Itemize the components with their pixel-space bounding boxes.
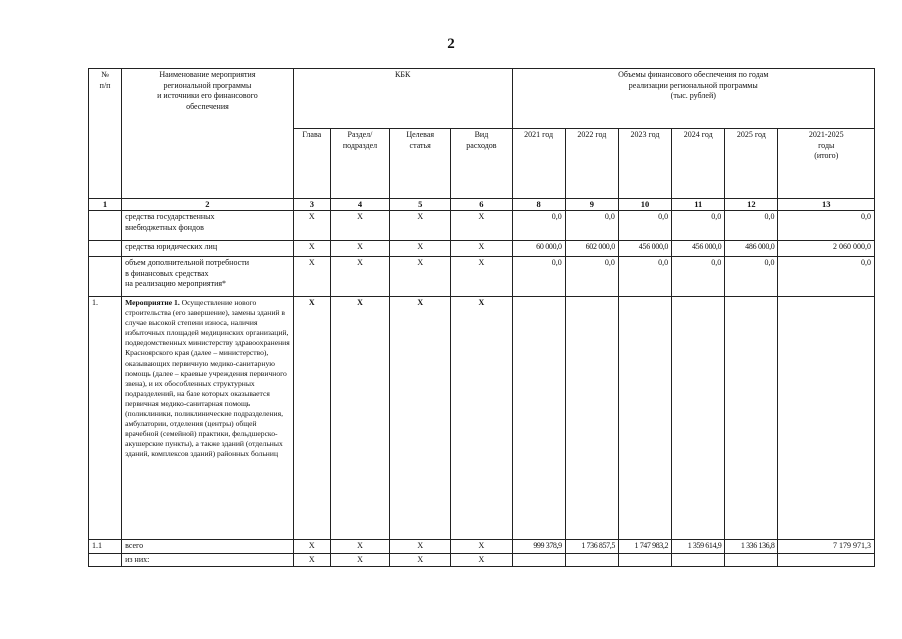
header-row-1 — [89, 69, 875, 129]
header-razdel: Раздел/ подраздел — [330, 129, 389, 199]
row-glava: Х — [293, 211, 330, 241]
row-num — [89, 211, 122, 241]
header-kbk: КБК — [293, 69, 512, 129]
table-row — [89, 241, 875, 257]
row-2021: 999 378,9 — [512, 540, 565, 554]
measure-2024 — [672, 297, 725, 540]
row-2021: 60 000,0 — [512, 241, 565, 257]
row-name: средства государственных внебюджетных фондов — [122, 211, 294, 241]
column-number-row — [89, 199, 875, 211]
measure-total — [778, 297, 875, 540]
measure-celevaya: Х — [390, 297, 451, 540]
row-total: 0,0 — [778, 257, 875, 297]
measure-title: Мероприятие 1. — [125, 298, 180, 307]
column-number: 2 — [122, 199, 294, 211]
row-vid: Х — [451, 553, 512, 567]
funding-table — [88, 68, 875, 567]
header-num: № п/п — [89, 69, 122, 199]
row-celevaya: Х — [390, 241, 451, 257]
column-number: 12 — [725, 199, 778, 211]
column-number: 6 — [451, 199, 512, 211]
row-celevaya: Х — [390, 553, 451, 567]
measure-text: Осуществление нового строительства (его завершение), замены зданий в случае высокой степени износа, наличия избыточных площадей медицинских организаций, подведомственных министерству здравоохранения Красноярского края (далее – министерство), оказывающих первичную медико-санитарную помощь (далее – краевые учреждения первичного звена), и их обособленных структурных подразделений, на базе которых оказывается первичная медико-санитарная помощь (поликлиники, поликлинические подразделения, амбулатории, отделения (центры) общей врачебной (семейной) практики, фельдшерско-акушерские пункты), а также зданий (отдельных зданий, комплексов зданий) районных больниц — [125, 298, 290, 459]
row-total: 0,0 — [778, 211, 875, 241]
row-name: всего — [122, 540, 294, 554]
row-vid: Х — [451, 241, 512, 257]
measure-2025 — [725, 297, 778, 540]
row-razdel: Х — [330, 211, 389, 241]
measure-num: 1. — [89, 297, 122, 540]
header-funding: Объемы финансового обеспечения по годам реализации региональной программы (тыс. рублей) — [512, 69, 874, 129]
row-name: из них: — [122, 553, 294, 567]
row-name: средства юридических лиц — [122, 241, 294, 257]
row-razdel: Х — [330, 257, 389, 297]
row-2025: 0,0 — [725, 211, 778, 241]
column-number: 3 — [293, 199, 330, 211]
header-2021: 2021 год — [512, 129, 565, 199]
row-2024: 0,0 — [672, 257, 725, 297]
row-total — [778, 553, 875, 567]
row-2025: 486 000,0 — [725, 241, 778, 257]
row-num: 1.1 — [89, 540, 122, 554]
column-number: 9 — [565, 199, 618, 211]
page-number: 2 — [447, 36, 455, 52]
row-razdel: Х — [330, 540, 389, 554]
table-row — [89, 257, 875, 297]
header-2023: 2023 год — [618, 129, 671, 199]
row-razdel: Х — [330, 553, 389, 567]
header-vid: Вид расходов — [451, 129, 512, 199]
measure-vid: Х — [451, 297, 512, 540]
row-vid: Х — [451, 257, 512, 297]
of-which-row — [89, 553, 875, 567]
measure-description — [122, 297, 294, 540]
row-2024: 1 359 614,9 — [672, 540, 725, 554]
row-name: объем дополнительной потребности в финансовых средствах на реализацию мероприятия* — [122, 257, 294, 297]
total-row — [89, 540, 875, 554]
column-number: 8 — [512, 199, 565, 211]
row-num — [89, 553, 122, 567]
row-celevaya: Х — [390, 540, 451, 554]
column-number: 1 — [89, 199, 122, 211]
row-num — [89, 241, 122, 257]
measure-razdel: Х — [330, 297, 389, 540]
row-2022: 0,0 — [565, 211, 618, 241]
row-razdel: Х — [330, 241, 389, 257]
table-row — [89, 211, 875, 241]
row-num — [89, 257, 122, 297]
row-2022: 1 736 857,5 — [565, 540, 618, 554]
header-glava: Глава — [293, 129, 330, 199]
row-2021 — [512, 553, 565, 567]
row-vid: Х — [451, 211, 512, 241]
row-2024: 456 000,0 — [672, 241, 725, 257]
measure-glava: Х — [293, 297, 330, 540]
row-2025 — [725, 553, 778, 567]
row-vid: Х — [451, 540, 512, 554]
row-2024: 0,0 — [672, 211, 725, 241]
column-number: 5 — [390, 199, 451, 211]
row-2024 — [672, 553, 725, 567]
row-2023: 0,0 — [618, 257, 671, 297]
measure-row — [89, 297, 875, 540]
measure-2023 — [618, 297, 671, 540]
row-celevaya: Х — [390, 257, 451, 297]
row-glava: Х — [293, 257, 330, 297]
row-total: 7 179 971,3 — [778, 540, 875, 554]
row-2021: 0,0 — [512, 257, 565, 297]
row-2023: 1 747 983,2 — [618, 540, 671, 554]
header-total: 2021-2025 годы (итого) — [778, 129, 875, 199]
column-number: 11 — [672, 199, 725, 211]
row-glava: Х — [293, 540, 330, 554]
row-2023: 456 000,0 — [618, 241, 671, 257]
row-celevaya: Х — [390, 211, 451, 241]
column-number: 10 — [618, 199, 671, 211]
row-2025: 1 336 136,8 — [725, 540, 778, 554]
row-2023: 0,0 — [618, 211, 671, 241]
column-number: 4 — [330, 199, 389, 211]
header-celevaya: Целевая статья — [390, 129, 451, 199]
row-2025: 0,0 — [725, 257, 778, 297]
column-number: 13 — [778, 199, 875, 211]
row-2021: 0,0 — [512, 211, 565, 241]
header-2024: 2024 год — [672, 129, 725, 199]
header-name: Наименование мероприятия региональной программы и источники его финансового обеспечения — [122, 69, 294, 199]
row-glava: Х — [293, 241, 330, 257]
row-2023 — [618, 553, 671, 567]
row-total: 2 060 000,0 — [778, 241, 875, 257]
row-glava: Х — [293, 553, 330, 567]
row-2022: 0,0 — [565, 257, 618, 297]
measure-2022 — [565, 297, 618, 540]
row-2022: 602 000,0 — [565, 241, 618, 257]
header-2022: 2022 год — [565, 129, 618, 199]
measure-2021 — [512, 297, 565, 540]
header-2025: 2025 год — [725, 129, 778, 199]
row-2022 — [565, 553, 618, 567]
